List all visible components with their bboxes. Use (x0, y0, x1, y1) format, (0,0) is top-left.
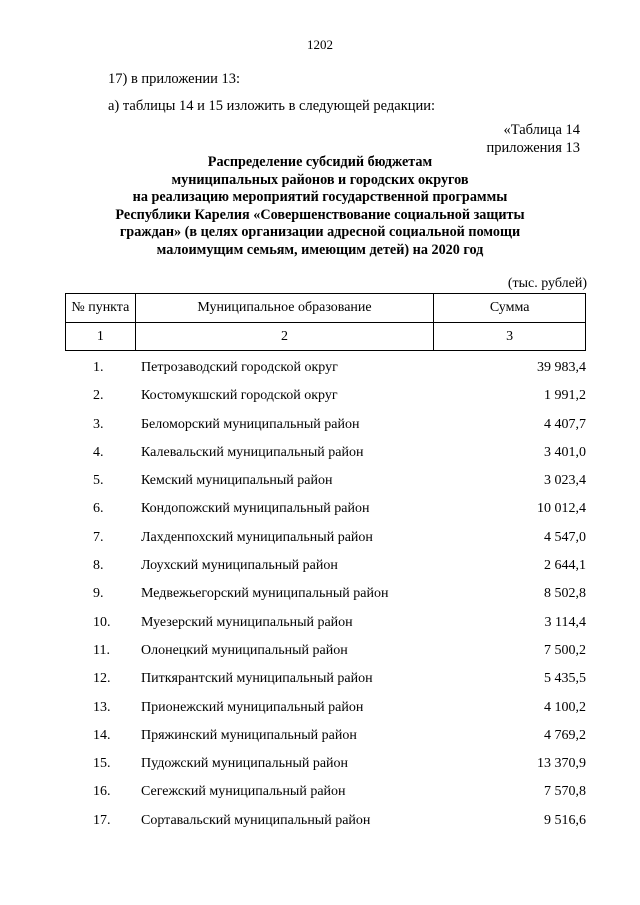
table-row (65, 584, 586, 612)
table-row (65, 754, 586, 782)
row-name: Калевальский муниципальный район (141, 444, 364, 460)
row-name: Кемский муниципальный район (141, 473, 333, 489)
column-number: 1 (66, 323, 136, 351)
table-header (65, 293, 586, 351)
header-row (66, 294, 586, 323)
row-number: 17. (93, 812, 111, 828)
table-row (65, 528, 586, 556)
table-row (65, 613, 586, 641)
title-line: Республики Карелия «Совершенствование социальной защиты (115, 206, 525, 223)
table-row (65, 358, 586, 386)
row-number: 14. (93, 727, 111, 743)
table-row (65, 669, 586, 697)
row-sum: 4 547,0 (544, 529, 586, 545)
row-name: Питкярантский муниципальный район (141, 671, 373, 687)
table-row (65, 443, 586, 471)
row-sum: 13 370,9 (537, 756, 586, 772)
table-row (65, 698, 586, 726)
document-title (0, 154, 640, 260)
row-name: Лахденпохский муниципальный район (141, 529, 373, 545)
row-sum: 3 401,0 (544, 444, 586, 460)
header-municipality: Муниципальное образование (135, 294, 434, 323)
row-number: 13. (93, 699, 111, 715)
row-name: Олонецкий муниципальный район (141, 642, 348, 658)
row-number: 3. (93, 416, 104, 432)
row-sum: 4 407,7 (544, 416, 586, 432)
row-sum: 9 516,6 (544, 812, 586, 828)
column-number-row (66, 323, 586, 351)
row-number: 7. (93, 529, 104, 545)
row-name: Костомукшский городской округ (141, 388, 338, 404)
intro-line-1: 17) в приложении 13: (108, 71, 241, 87)
row-number: 10. (93, 614, 111, 630)
row-name: Беломорский муниципальный район (141, 416, 360, 432)
header-sum: Сумма (434, 294, 586, 323)
row-name: Муезерский муниципальный район (141, 614, 353, 630)
row-name: Пудожский муниципальный район (141, 756, 349, 772)
caption-line-2: приложения 13 (486, 140, 580, 156)
row-sum: 4 100,2 (544, 699, 586, 715)
caption-line-1: «Таблица 14 (503, 122, 580, 138)
units-label: (тыс. рублей) (507, 276, 587, 291)
row-name: Петрозаводский городской округ (141, 360, 338, 375)
row-sum: 7 500,2 (544, 642, 586, 658)
table-row (65, 811, 586, 839)
table-row (65, 386, 586, 414)
row-number: 16. (93, 784, 111, 800)
row-sum: 10 012,4 (537, 501, 586, 517)
row-number: 9. (93, 586, 104, 602)
table-row (65, 726, 586, 754)
page-number: 1202 (307, 37, 333, 52)
row-sum: 7 570,8 (544, 784, 586, 800)
row-sum: 3 114,4 (544, 614, 586, 630)
row-number: 12. (93, 671, 111, 687)
row-sum: 4 769,2 (544, 727, 586, 743)
row-number: 5. (93, 473, 104, 489)
title-line: Распределение субсидий бюджетам (207, 154, 433, 170)
row-number: 2. (93, 388, 104, 404)
row-name: Сортавальский муниципальный район (141, 812, 371, 828)
title-line: граждан» (в целях организации адресной социальной помощи (119, 224, 521, 241)
title-line: малоимущим семьям, имеющим детей) на 2020 год (156, 241, 484, 258)
row-number: 11. (93, 642, 110, 658)
column-number: 3 (434, 323, 586, 351)
table-row (65, 556, 586, 584)
table-caption (487, 121, 580, 157)
row-name: Прионежский муниципальный район (141, 699, 364, 715)
row-number: 8. (93, 558, 104, 574)
title-line: муниципальных районов и городских округов (171, 171, 469, 188)
row-number: 1. (93, 360, 104, 375)
table-row (65, 499, 586, 527)
row-name: Медвежьегорский муниципальный район (141, 586, 389, 602)
row-number: 4. (93, 444, 104, 460)
row-sum: 5 435,5 (544, 671, 586, 687)
row-number: 6. (93, 501, 104, 517)
table-row (65, 415, 586, 443)
table-body (65, 358, 586, 839)
header-number: № пункта (66, 294, 136, 323)
row-sum: 1 991,2 (544, 388, 586, 404)
row-name: Лоухский муниципальный район (141, 558, 338, 574)
column-number: 2 (135, 323, 434, 351)
row-name: Сегежский муниципальный район (141, 784, 346, 800)
title-line: на реализацию мероприятий государственной программы (132, 189, 508, 206)
intro-line-2: а) таблицы 14 и 15 изложить в следующей редакции: (108, 98, 436, 114)
row-sum: 8 502,8 (544, 586, 586, 602)
table-row (65, 471, 586, 499)
row-sum: 39 983,4 (537, 360, 586, 375)
table-row (65, 782, 586, 810)
row-name: Кондопожский муниципальный район (141, 501, 370, 517)
table-row (65, 641, 586, 669)
row-sum: 3 023,4 (544, 473, 586, 489)
row-sum: 2 644,1 (544, 558, 586, 574)
row-name: Пряжинский муниципальный район (141, 727, 357, 743)
row-number: 15. (93, 756, 111, 772)
